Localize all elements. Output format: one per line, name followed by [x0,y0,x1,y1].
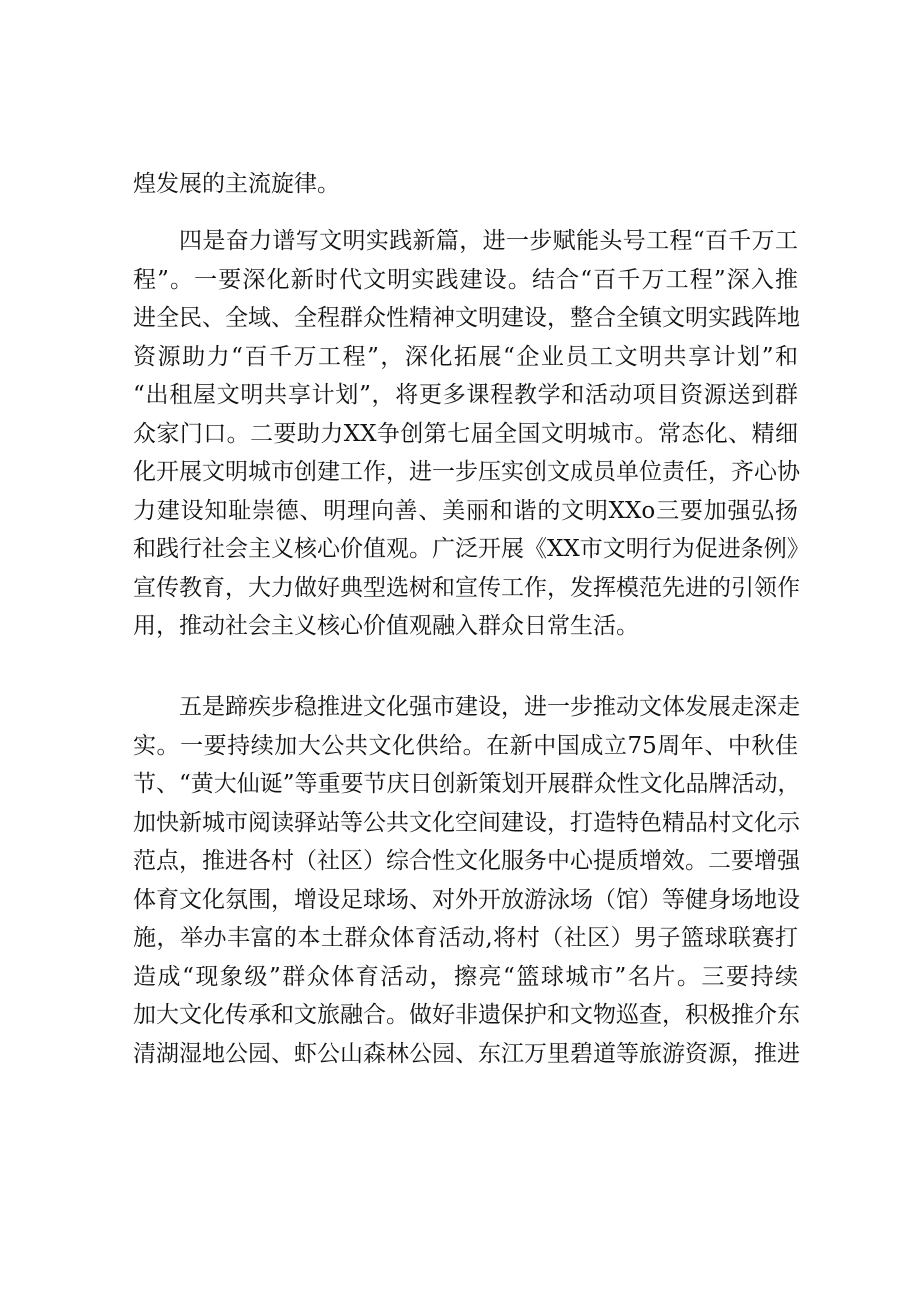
paragraph-5 [133,688,801,1073]
text-line: 实。一要持续加大公共文化供给。在新中国成立75周年、中秋佳 [133,732,798,759]
text-line: 煌发展的主流旋律。 [133,171,340,197]
paragraph-4 [133,222,810,646]
text-line: 化开展文明城市创建工作，进一步压实创文成员单位责任，齐心协 [133,459,800,485]
text-line: 进全民、全域、全程群众性精神文明建设，整合全镇文明实践阵地 [133,305,800,331]
text-line: 众家门口。二要助力XX争创第七届全国文明城市。常态化、精细 [133,420,798,447]
text-line: 体育文化氛围，增设足球场、对外开放游泳场（馆）等健身场地设 [133,886,800,913]
text-line: 节、“黄大仙诞”等重要节庆日创新策划开展群众性文化品牌活动， [133,771,801,797]
text-line: 清湖湿地公园、虾公山森林公园、东江万里碧道等旅游资源，推进 [133,1040,800,1067]
text-line: 加快新城市阅读驿站等公共文化空间建设，打造特色精品村文化示 [133,809,800,836]
text-line: 宣传教育，大力做好典型选树和宣传工作，发挥模范先进的引领作 [133,574,800,601]
text-line: 加大文化传承和文旅融合。做好非遗保护和文物巡查，积极推介东 [133,1002,800,1028]
text-line: 范点，推进各村（社区）综合性文化服务中心提质增效。二要增强 [133,848,800,874]
text-line: 四是奋力谱写文明实践新篇，进一步赋能头号工程“百千万工 [179,228,798,254]
text-line: 程”。一要深化新时代文明实践建设。结合“百千万工程”深入推 [133,266,798,293]
continuation-paragraph [133,165,798,204]
text-line: 力建设知耻崇德、明理向善、美丽和谐的文明XXo三要加强弘扬 [133,497,798,524]
text-line: 施，举办丰富的本土群众体育活动,将村（社区）男子篮球联赛打 [133,925,798,951]
text-line: 造成“现象级”群众体育活动，擦亮“篮球城市”名片。三要持续 [133,963,798,990]
text-line: “出租屋文明共享计划”，将更多课程教学和活动项目资源送到群 [133,382,798,408]
text-line: 和践行社会主义核心价值观。广泛开展《XX市文明行为促进条例》 [133,536,810,562]
text-line: 资源助力“百千万工程”，深化拓展“企业员工文明共享计划”和 [133,343,798,370]
text-line: 五是蹄疾步稳推进文化强市建设，进一步推动文体发展走深走 [179,694,800,720]
text-line: 用，推动社会主义核心价值观融入群众日常生活。 [133,613,639,639]
